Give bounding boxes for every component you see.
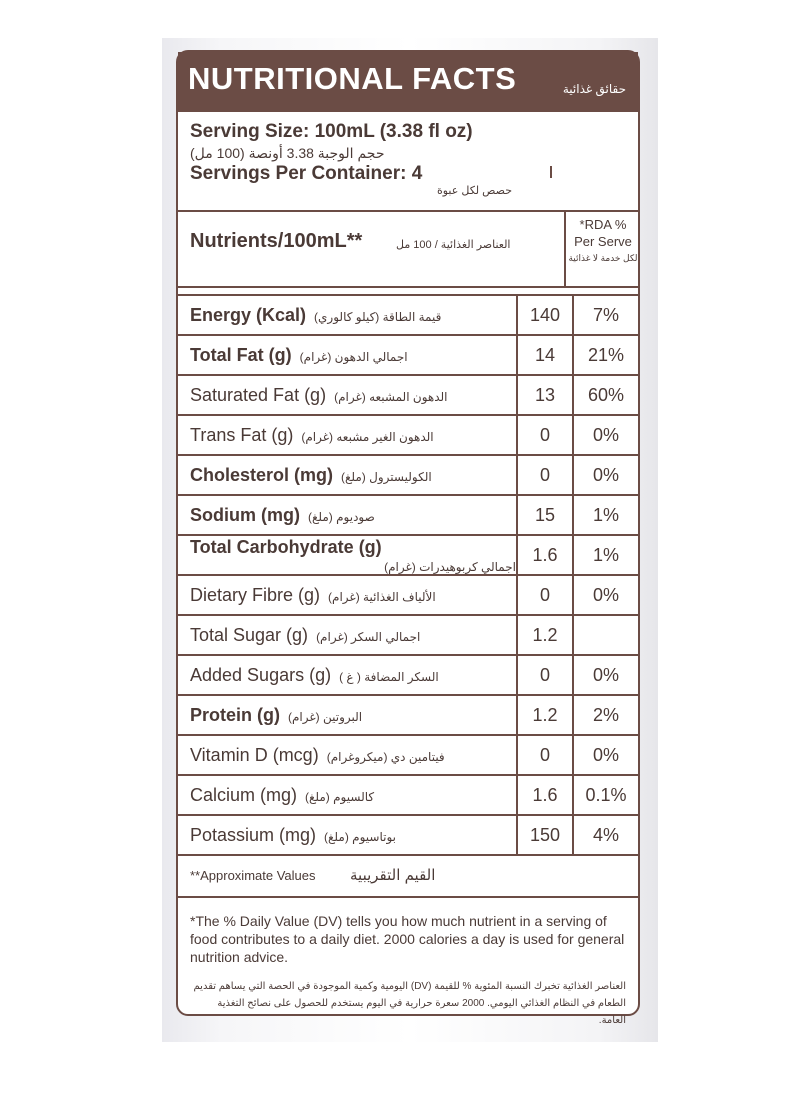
nutrient-amount: 0: [517, 415, 573, 455]
nutrient-name-arabic: اجمالي كربوهيدرات (غرام): [384, 559, 516, 574]
nutrient-name-arabic: قيمة الطاقة (كيلو كالوري): [314, 309, 442, 324]
nutrient-name: Added Sugars (g): [190, 664, 332, 685]
nutrient-amount: 0: [517, 455, 573, 495]
rda-header: [568, 216, 638, 267]
nutrient-name-arabic: الألياف الغذائية (غرام): [328, 589, 436, 604]
nutrient-rda: 21%: [573, 335, 638, 375]
rda-header-line2: Per Serve: [574, 234, 632, 249]
nutrient-rda: 4%: [573, 815, 638, 855]
header-divider: [564, 212, 566, 286]
nutrient-amount: 0: [517, 735, 573, 775]
panel-title-arabic: حقائق غذائية: [562, 82, 626, 96]
nutrient-amount: 0: [517, 575, 573, 615]
nutrient-amount: 150: [517, 815, 573, 855]
nutrient-name-cell: [178, 695, 517, 735]
approximate-values-arabic: القيم التقريبية: [350, 867, 436, 884]
header-gap: [178, 286, 638, 294]
serving-size-arabic: حجم الوجبة 3.38 أونصة (100 مل): [190, 145, 385, 161]
nutrient-rda: 0%: [573, 415, 638, 455]
nutrient-name-cell: [178, 735, 517, 775]
nutrient-name-arabic: الكوليسترول (ملغ): [341, 469, 432, 484]
nutrient-amount: 1.2: [517, 695, 573, 735]
serving-info: [178, 112, 638, 210]
daily-value-note: *The % Daily Value (DV) tells you how much nutrient in a serving of food contributes to a daily diet. 2000 calories a day is used for general nutrition advice.: [190, 913, 625, 965]
nutrient-name: Total Fat (g): [190, 344, 292, 365]
nutrient-name: Vitamin D (mcg): [190, 744, 319, 765]
nutrient-table: [178, 294, 638, 856]
nutrient-name-cell: [178, 815, 517, 855]
nutrient-name-arabic: اجمالي السكر (غرام): [316, 629, 421, 644]
nutrient-name-arabic: السكر المضافة ( غ ): [339, 669, 439, 684]
rda-header-arabic: لكل خدمة لا غذائية: [568, 253, 638, 263]
table-row: [178, 335, 638, 375]
nutrient-name-arabic: بوتاسيوم (ملغ): [324, 829, 396, 844]
nutrient-rda: 60%: [573, 375, 638, 415]
nutrients-header: Nutrients/100mL**: [190, 230, 363, 252]
nutrient-name-cell: [178, 655, 517, 695]
nutrient-name-cell: [178, 575, 517, 615]
table-header: [178, 210, 638, 286]
nutrient-name-arabic: اجمالي الدهون (غرام): [299, 349, 408, 364]
nutrient-name: Total Sugar (g): [190, 624, 309, 645]
nutrient-name-cell: [178, 335, 517, 375]
serving-size: Serving Size: 100mL (3.38 fl oz): [190, 121, 473, 142]
nutrient-name: Dietary Fibre (g): [190, 584, 321, 605]
nutrient-name: Sodium (mg): [190, 504, 300, 525]
nutrients-header-arabic: العناصر الغذائية / 100 مل: [396, 239, 511, 251]
nutrient-name-cell: [178, 615, 517, 655]
nutrient-name-arabic: كالسيوم (ملغ): [305, 789, 375, 804]
nutrient-name-cell: [178, 495, 517, 535]
approximate-values-note: [178, 856, 638, 898]
nutrient-name-cell: [178, 455, 517, 495]
nutrient-rda: 0%: [573, 455, 638, 495]
table-row: [178, 375, 638, 415]
nutrient-name-arabic: الدهون الغير مشبعه (غرام): [301, 429, 434, 444]
nutrient-rda: 1%: [573, 535, 638, 575]
table-row: [178, 695, 638, 735]
nutrient-rda: 0%: [573, 655, 638, 695]
nutrient-rda: 2%: [573, 695, 638, 735]
servings-per-container-arabic: حصص لكل عبوة: [436, 185, 512, 197]
nutrient-rda: 0%: [573, 575, 638, 615]
nutrient-amount: 1.6: [517, 775, 573, 815]
nutrient-amount: 140: [517, 295, 573, 335]
nutrient-rda: 7%: [573, 295, 638, 335]
nutrient-rda: [573, 615, 638, 655]
nutrient-name-arabic: صوديوم (ملغ): [308, 509, 375, 524]
nutrient-rda: 0.1%: [573, 775, 638, 815]
nutrient-name: Energy (Kcal): [190, 304, 307, 325]
table-row: [178, 415, 638, 455]
nutrient-amount: 13: [517, 375, 573, 415]
nutrient-name: Potassium (mg): [190, 824, 317, 845]
nutrient-name: Trans Fat (g): [190, 424, 294, 445]
table-row: [178, 575, 638, 615]
approximate-values-text: **Approximate Values: [190, 868, 316, 883]
nutrient-amount: 0: [517, 655, 573, 695]
nutrient-name-cell: [178, 775, 517, 815]
title-banner: [178, 52, 638, 112]
nutrient-rda: 1%: [573, 495, 638, 535]
nutrient-name: Calcium (mg): [190, 784, 298, 805]
servings-per-container: Servings Per Container: 4: [190, 163, 423, 184]
table-row: [178, 495, 638, 535]
table-row: [178, 295, 638, 335]
table-row: [178, 775, 638, 815]
table-row: [178, 735, 638, 775]
nutrient-name-cell: [178, 535, 517, 575]
nutrient-name-cell: [178, 415, 517, 455]
nutrition-facts-panel: [176, 50, 640, 1026]
divider-tick: [550, 166, 552, 178]
daily-value-note-arabic: العناصر الغذائية تخبرك النسبة المئوية % للقيمة (DV) اليومية وكمية الموجودة في الحصة التي يساهم تقديم الطعام في النظام الغذائي اليومي. 2000 سعرة حرارية في اليوم يستخدم للحصول على نصائح التغذية العامة.: [193, 981, 626, 1026]
table-row: [178, 815, 638, 855]
nutrient-amount: 1.2: [517, 615, 573, 655]
nutrient-amount: 15: [517, 495, 573, 535]
table-row: [178, 455, 638, 495]
nutrient-name: Saturated Fat (g): [190, 384, 327, 405]
nutrient-name: Protein (g): [190, 704, 280, 725]
nutrient-amount: 1.6: [517, 535, 573, 575]
table-row: [178, 615, 638, 655]
nutrient-amount: 14: [517, 335, 573, 375]
nutrient-name: Cholesterol (mg): [190, 464, 334, 485]
nutrient-name-arabic: فيتامين دي (ميكروغرام): [326, 749, 445, 764]
table-row: [178, 535, 638, 575]
nutrient-rda: 0%: [573, 735, 638, 775]
panel-title: NUTRITIONAL FACTS: [188, 61, 517, 96]
nutrient-name: Total Carbohydrate (g): [190, 536, 382, 557]
rda-header-line1: *RDA %: [579, 217, 627, 232]
table-row: [178, 655, 638, 695]
nutrient-name-cell: [178, 375, 517, 415]
nutrient-name-cell: [178, 295, 517, 335]
nutrient-name-arabic: البروتين (غرام): [288, 709, 363, 724]
nutrient-name-arabic: الدهون المشبعه (غرام): [334, 389, 448, 404]
